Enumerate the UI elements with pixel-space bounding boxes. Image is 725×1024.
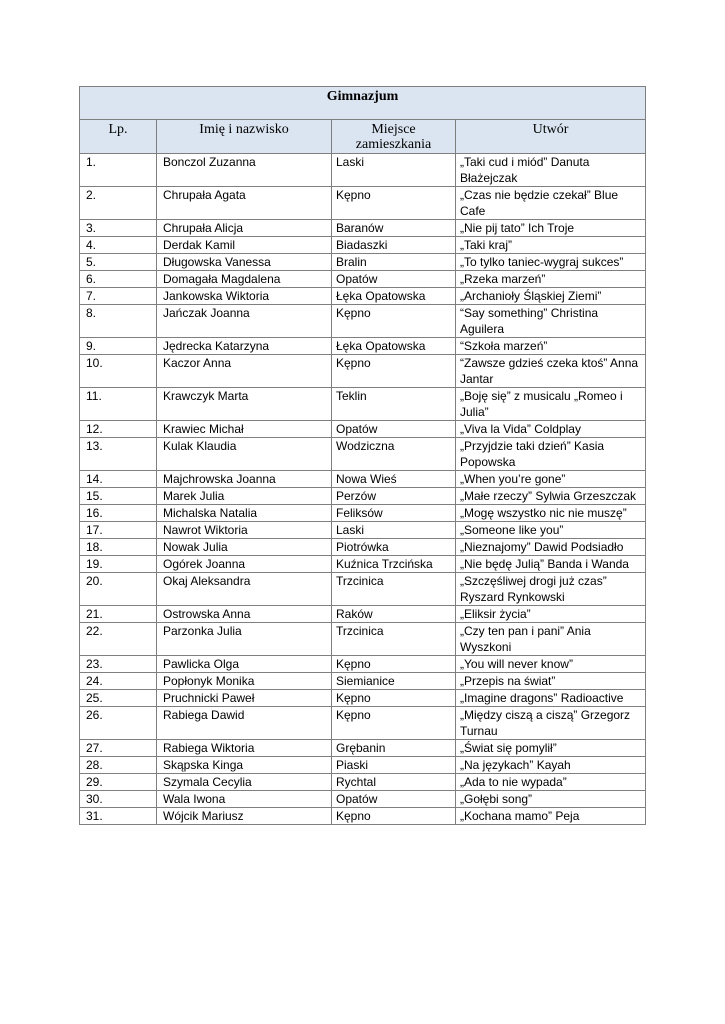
table-row [80, 740, 646, 757]
cell-lp: 28. [80, 757, 157, 774]
cell-name: Chrupała Alicja [157, 220, 332, 237]
cell-song: „When you’re gone” [456, 471, 646, 488]
cell-place: Kępno [332, 808, 456, 825]
table-row [80, 421, 646, 438]
cell-place: Grębanin [332, 740, 456, 757]
table-row [80, 522, 646, 539]
table-row [80, 237, 646, 254]
table-row [80, 338, 646, 355]
cell-lp: 19. [80, 556, 157, 573]
cell-song: „You will never know” [456, 656, 646, 673]
cell-name: Jankowska Wiktoria [157, 288, 332, 305]
table-row [80, 539, 646, 556]
cell-name: Krawczyk Marta [157, 388, 332, 421]
cell-lp: 24. [80, 673, 157, 690]
table-row [80, 220, 646, 237]
cell-name: Pruchnicki Paweł [157, 690, 332, 707]
table-row [80, 573, 646, 606]
table-row [80, 757, 646, 774]
cell-place: Kępno [332, 305, 456, 338]
cell-song: “Szkoła marzeń” [456, 338, 646, 355]
cell-lp: 29. [80, 774, 157, 791]
cell-name: Krawiec Michał [157, 421, 332, 438]
cell-name: Pawlicka Olga [157, 656, 332, 673]
cell-place: Łęka Opatowska [332, 338, 456, 355]
cell-lp: 15. [80, 488, 157, 505]
cell-name: Szymala Cecylia [157, 774, 332, 791]
cell-place: Kępno [332, 355, 456, 388]
cell-place: Kępno [332, 656, 456, 673]
cell-song: „Na językach” Kayah [456, 757, 646, 774]
cell-name: Derdak Kamil [157, 237, 332, 254]
cell-place: Wodziczna [332, 438, 456, 471]
table-row [80, 488, 646, 505]
cell-place: Opatów [332, 791, 456, 808]
cell-song: „Gołębi song” [456, 791, 646, 808]
table-row [80, 505, 646, 522]
cell-name: Popłonyk Monika [157, 673, 332, 690]
cell-place: Piaski [332, 757, 456, 774]
cell-place: Laski [332, 154, 456, 187]
cell-song: „Świat się pomylił” [456, 740, 646, 757]
cell-lp: 7. [80, 288, 157, 305]
cell-place: Teklin [332, 388, 456, 421]
cell-song: „Nie pij tato” Ich Troje [456, 220, 646, 237]
cell-lp: 11. [80, 388, 157, 421]
cell-song: „Nieznajomy” Dawid Podsiadło [456, 539, 646, 556]
cell-lp: 17. [80, 522, 157, 539]
cell-name: Ogórek Joanna [157, 556, 332, 573]
table-row [80, 606, 646, 623]
cell-name: Długowska Vanessa [157, 254, 332, 271]
cell-lp: 27. [80, 740, 157, 757]
cell-lp: 14. [80, 471, 157, 488]
cell-name: Wala Iwona [157, 791, 332, 808]
table-row [80, 271, 646, 288]
cell-place: Opatów [332, 271, 456, 288]
header-lp: Lp. [80, 120, 157, 154]
cell-place: Kuźnica Trzcińska [332, 556, 456, 573]
cell-place: Baranów [332, 220, 456, 237]
cell-lp: 20. [80, 573, 157, 606]
cell-name: Okaj Aleksandra [157, 573, 332, 606]
table-row [80, 388, 646, 421]
table-row [80, 254, 646, 271]
cell-lp: 26. [80, 707, 157, 740]
cell-song: „Rzeka marzeń” [456, 271, 646, 288]
cell-song: „Kochana mamo” Peja [456, 808, 646, 825]
cell-song: „Eliksir życia” [456, 606, 646, 623]
cell-name: Rabiega Dawid [157, 707, 332, 740]
cell-name: Kaczor Anna [157, 355, 332, 388]
cell-lp: 31. [80, 808, 157, 825]
table-row [80, 707, 646, 740]
cell-lp: 2. [80, 187, 157, 220]
cell-name: Parzonka Julia [157, 623, 332, 656]
cell-place: Rychtal [332, 774, 456, 791]
cell-song: „Przepis na świat” [456, 673, 646, 690]
cell-place: Siemianice [332, 673, 456, 690]
cell-name: Kulak Klaudia [157, 438, 332, 471]
cell-lp: 8. [80, 305, 157, 338]
cell-place: Trzcinica [332, 573, 456, 606]
table-row [80, 774, 646, 791]
cell-name: Majchrowska Joanna [157, 471, 332, 488]
cell-place: Opatów [332, 421, 456, 438]
cell-place: Trzcinica [332, 623, 456, 656]
cell-lp: 23. [80, 656, 157, 673]
cell-lp: 10. [80, 355, 157, 388]
cell-name: Marek Julia [157, 488, 332, 505]
table-row [80, 305, 646, 338]
header-name: Imię i nazwisko [157, 120, 332, 154]
cell-song: „Someone like you” [456, 522, 646, 539]
cell-lp: 16. [80, 505, 157, 522]
table-row [80, 690, 646, 707]
table-title-row [80, 87, 646, 120]
cell-lp: 4. [80, 237, 157, 254]
cell-lp: 1. [80, 154, 157, 187]
table-row [80, 656, 646, 673]
cell-song: „Viva la Vida” Coldplay [456, 421, 646, 438]
cell-place: Feliksów [332, 505, 456, 522]
header-place: Miejsce zamieszkania [332, 120, 456, 154]
cell-name: Ostrowska Anna [157, 606, 332, 623]
cell-song: „Mogę wszystko nic nie muszę” [456, 505, 646, 522]
cell-song: „Szczęśliwej drogi już czas” Ryszard Rynkowski [456, 573, 646, 606]
cell-lp: 30. [80, 791, 157, 808]
cell-song: „Boję się” z musicalu „Romeo i Julia” [456, 388, 646, 421]
cell-song: „Małe rzeczy” Sylwia Grzeszczak [456, 488, 646, 505]
cell-name: Bonczol Zuzanna [157, 154, 332, 187]
cell-lp: 25. [80, 690, 157, 707]
cell-name: Michalska Natalia [157, 505, 332, 522]
cell-song: “Zawsze gdzieś czeka ktoś” Anna Jantar [456, 355, 646, 388]
cell-name: Skąpska Kinga [157, 757, 332, 774]
table-row [80, 673, 646, 690]
table-row [80, 438, 646, 471]
cell-place: Kępno [332, 187, 456, 220]
table-row [80, 154, 646, 187]
cell-name: Rabiega Wiktoria [157, 740, 332, 757]
cell-name: Jędrecka Katarzyna [157, 338, 332, 355]
cell-name: Nowak Julia [157, 539, 332, 556]
cell-place: Raków [332, 606, 456, 623]
participants-table [79, 86, 646, 825]
cell-song: „Ada to nie wypada” [456, 774, 646, 791]
cell-name: Wójcik Mariusz [157, 808, 332, 825]
cell-lp: 12. [80, 421, 157, 438]
header-song: Utwór [456, 120, 646, 154]
cell-place: Piotrówka [332, 539, 456, 556]
cell-song: „Archanioły Śląskiej Ziemi” [456, 288, 646, 305]
cell-lp: 5. [80, 254, 157, 271]
cell-place: Kępno [332, 690, 456, 707]
cell-lp: 13. [80, 438, 157, 471]
cell-song: „Taki kraj” [456, 237, 646, 254]
cell-place: Laski [332, 522, 456, 539]
cell-name: Domagała Magdalena [157, 271, 332, 288]
table-row [80, 556, 646, 573]
cell-song: „Czas nie będzie czekał” Blue Cafe [456, 187, 646, 220]
cell-place: Biadaszki [332, 237, 456, 254]
cell-song: „Taki cud i miód” Danuta Błażejczak [456, 154, 646, 187]
cell-song: „Między ciszą a ciszą” Grzegorz Turnau [456, 707, 646, 740]
table-row [80, 288, 646, 305]
cell-song: „To tylko taniec-wygraj sukces” [456, 254, 646, 271]
cell-lp: 3. [80, 220, 157, 237]
cell-name: Jańczak Joanna [157, 305, 332, 338]
table-header-row [80, 120, 646, 154]
cell-place: Perzów [332, 488, 456, 505]
cell-lp: 18. [80, 539, 157, 556]
table-row [80, 791, 646, 808]
cell-song: „Nie będę Julią” Banda i Wanda [456, 556, 646, 573]
table-row [80, 471, 646, 488]
table-title: Gimnazjum [80, 87, 646, 120]
cell-place: Bralin [332, 254, 456, 271]
cell-lp: 6. [80, 271, 157, 288]
cell-place: Łęka Opatowska [332, 288, 456, 305]
table-row [80, 187, 646, 220]
cell-song: “Say something” Christina Aguilera [456, 305, 646, 338]
cell-song: „Imagine dragons” Radioactive [456, 690, 646, 707]
cell-lp: 21. [80, 606, 157, 623]
table-row [80, 355, 646, 388]
table-row [80, 808, 646, 825]
cell-lp: 22. [80, 623, 157, 656]
cell-name: Nawrot Wiktoria [157, 522, 332, 539]
cell-song: „Przyjdzie taki dzień” Kasia Popowska [456, 438, 646, 471]
cell-song: „Czy ten pan i pani” Ania Wyszkoni [456, 623, 646, 656]
table-row [80, 623, 646, 656]
cell-name: Chrupała Agata [157, 187, 332, 220]
cell-place: Nowa Wieś [332, 471, 456, 488]
cell-place: Kępno [332, 707, 456, 740]
cell-lp: 9. [80, 338, 157, 355]
